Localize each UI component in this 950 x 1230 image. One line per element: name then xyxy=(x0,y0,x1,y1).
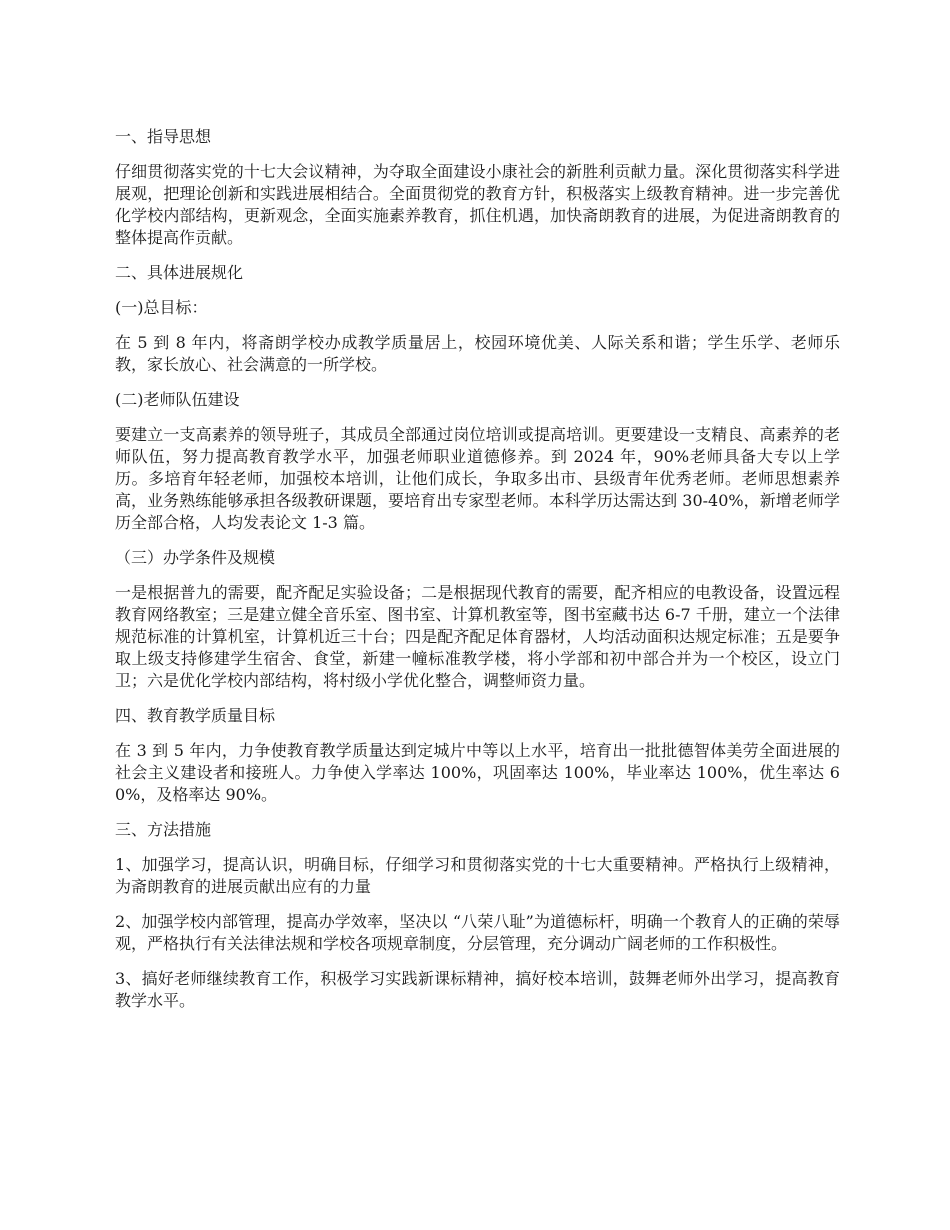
paragraph-measure-2: 2、加强学校内部管理，提高办学效率，坚决以 “八荣八耻”为道德标杆，明确一个教育人的正确的荣辱观，严格执行有关法律法规和学校各项规章制度，分层管理，充分调动广阔老师的工作积极性。 xyxy=(115,912,840,953)
document-body xyxy=(115,126,840,1025)
paragraph-overall-goal: 在 5 到 8 年内，将斋朗学校办成教学质量居上，校园环境优美、人际关系和谐；学生乐学、老师乐教，家长放心、社会满意的一所学校。 xyxy=(115,333,840,374)
paragraph-school-conditions: 一是根据普九的需要，配齐配足实验设备；二是根据现代教育的需要，配齐相应的电教设备，设置远程教育网络教室；三是建立健全音乐室、图书室、计算机教室等，图书室藏书达 6-7 千册，建立一个法律规范标准的计算机室，计算机近三十台；四是配齐配足体育器材，人均活动面积达规定标准；五是要争取上级支持修建学生宿舍、食堂，新建一幢标准教学楼，将小学部和初中部合并为一个校区，设立门卫；六是优化学校内部结构，将村级小学优化整合，调整师资力量。 xyxy=(115,583,840,690)
paragraph-teacher-team: 要建立一支高素养的领导班子，其成员全部通过岗位培训或提高培训。更要建设一支精良、高素养的老师队伍，努力提高教育教学水平，加强老师职业道德修养。到 2024 年，90%老师具备大专以上学历。多培育年轻老师，加强校本培训，让他们成长，争取多出市、县级青年优秀老师。老师思想素养高，业务熟练能够承担各级教研课题，要培育出专家型老师。本科学历达需达到 30-40%，新增老师学历全部合格，人均发表论文 1-3 篇。 xyxy=(115,425,840,532)
section-heading-development-plan: 二、具体进展规化 xyxy=(115,263,244,282)
subheading-overall-goal: (一)总目标： xyxy=(115,298,208,317)
section-heading-quality-goals: 四、教育教学质量目标 xyxy=(115,706,276,725)
paragraph-quality-goals: 在 3 到 5 年内，力争使教育教学质量达到定城片中等以上水平，培育出一批批德智体美劳全面进展的社会主义建设者和接班人。力争使入学率达 100%，巩固率达 100%，毕业率达 100%，优生率达 60%，及格率达 90%。 xyxy=(115,741,840,804)
paragraph-guiding-ideology: 仔细贯彻落实党的十七大会议精神，为夺取全面建设小康社会的新胜利贡献力量。深化贯彻落实科学进展观，把理论创新和实践进展相结合。全面贯彻党的教育方针，积极落实上级教育精神。进一步完善优化学校内部结构，更新观念，全面实施素养教育，抓住机遇，加快斋朗教育的进展，为促进斋朗教育的整体提高作贡献。 xyxy=(115,162,840,247)
section-heading-measures: 三、方法措施 xyxy=(115,820,212,839)
paragraph-measure-3: 3、搞好老师继续教育工作，积极学习实践新课标精神，搞好校本培训，鼓舞老师外出学习，提高教育教学水平。 xyxy=(115,969,840,1010)
subheading-teacher-team: (二)老师队伍建设 xyxy=(115,390,240,409)
section-heading-guiding-ideology: 一、指导思想 xyxy=(115,127,212,146)
paragraph-measure-1: 1、加强学习，提高认识，明确目标，仔细学习和贯彻落实党的十七大重要精神。严格执行上级精神，为斋朗教育的进展贡献出应有的力量 xyxy=(115,855,840,896)
subheading-school-conditions: （三）办学条件及规模 xyxy=(115,548,276,567)
